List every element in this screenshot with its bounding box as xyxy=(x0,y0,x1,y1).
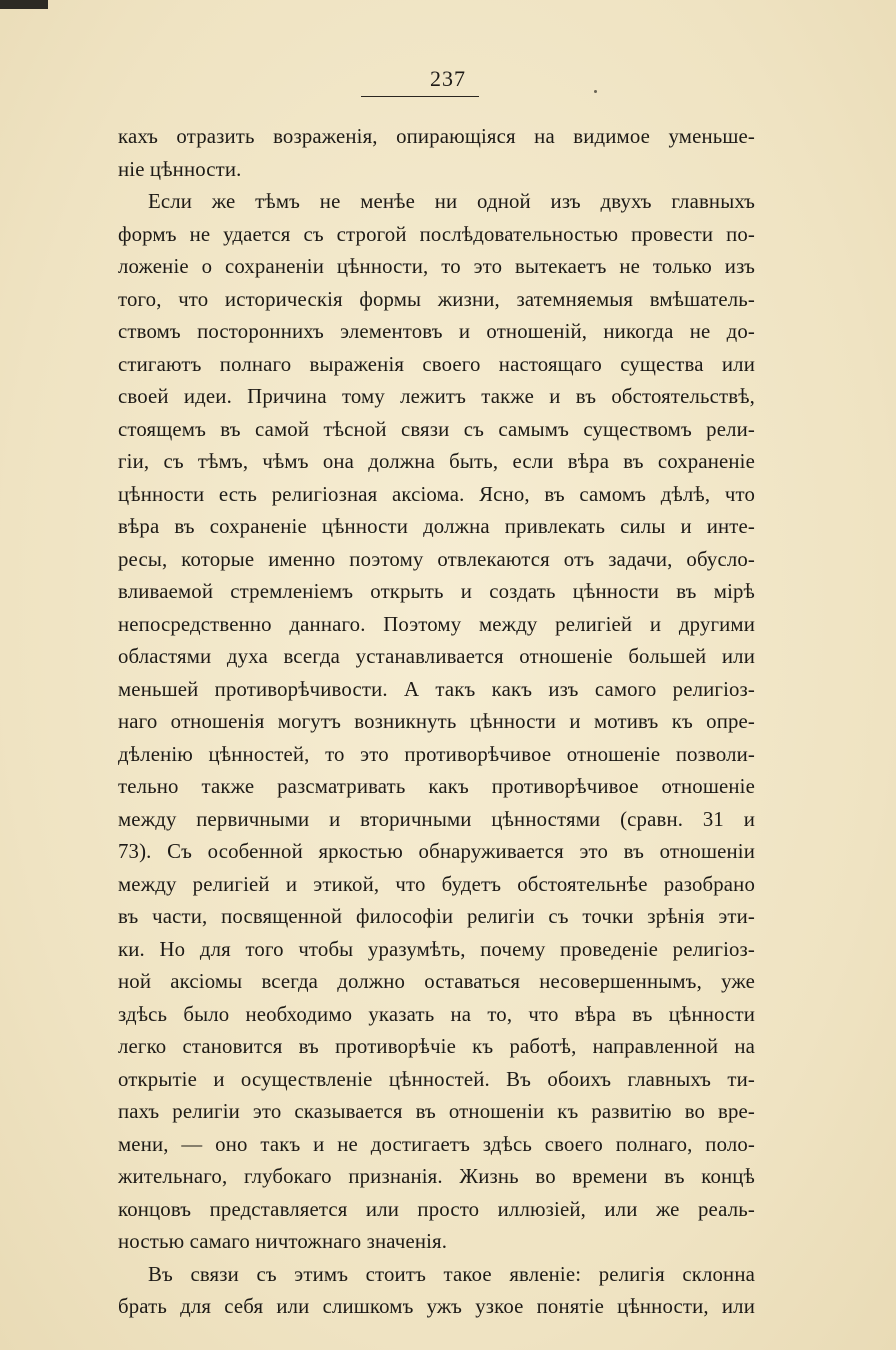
text-line: брать для себя или слишкомъ ужъ узкое понятіе цѣнности, или xyxy=(118,1295,755,1318)
text-line: ностью самаго ничтожнаго значенія. xyxy=(118,1230,448,1253)
text-line: наго отношенія могутъ возникнуть цѣнности и мотивъ къ опре- xyxy=(118,710,755,733)
body-text xyxy=(118,121,755,1324)
text-line: концовъ представляется или просто иллюзіей, или же реаль- xyxy=(118,1197,755,1221)
text-line: пахъ религіи это сказывается въ отношеніи къ развитію во вре- xyxy=(118,1100,755,1123)
text-line: областями духа всегда устанавливается отношеніе большей или xyxy=(118,645,755,668)
text-line: цѣнности есть религіозная аксіома. Ясно, въ самомъ дѣлѣ, что xyxy=(118,482,755,506)
text-line: тельно также разсматривать какъ противорѣчивое отношеніе xyxy=(118,775,755,798)
text-line: Въ связи съ этимъ стоитъ такое явленіе: религія склонна xyxy=(148,1262,755,1286)
text-line: гіи, съ тѣмъ, чѣмъ она должна быть, если вѣра въ сохраненіе xyxy=(118,450,755,473)
text-line: ной аксіомы всегда должно оставаться несовершеннымъ, уже xyxy=(118,970,755,993)
text-line: дѣленію цѣнностей, то это противорѣчивое отношеніе позволи- xyxy=(118,742,755,766)
text-line: своей идеи. Причина тому лежитъ также и въ обстоятельствѣ, xyxy=(118,385,755,408)
text-line: формъ не удается съ строгой послѣдовательностью провести по- xyxy=(118,222,755,246)
text-line: между религіей и этикой, что будетъ обстоятельнѣе разобрано xyxy=(118,872,755,896)
text-line: стигаютъ полнаго выраженія своего настоящаго существа или xyxy=(118,352,755,376)
text-line: ствомъ постороннихъ элементовъ и отношеній, никогда не до- xyxy=(118,320,755,343)
text-line: между первичными и вторичными цѣнностями (сравн. 31 и xyxy=(118,807,755,831)
text-line: того, что историческія формы жизни, затемняемыя вмѣшатель- xyxy=(118,287,755,311)
text-line: открытіе и осуществленіе цѣнностей. Въ обоихъ главныхъ ти- xyxy=(118,1067,755,1091)
header-rule xyxy=(361,96,479,97)
page-header xyxy=(0,66,896,92)
text-line: меньшей противорѣчивости. А такъ какъ изъ самого религіоз- xyxy=(118,677,755,701)
text-line: жительнаго, глубокаго признанія. Жизнь во времени въ концѣ xyxy=(118,1165,755,1188)
text-line: ніе цѣнности. xyxy=(118,157,242,181)
text-line: Если же тѣмъ не менѣе ни одной изъ двухъ главныхъ xyxy=(148,190,755,213)
text-line: кахъ отразить возраженія, опирающіяся на видимое уменьше- xyxy=(118,125,755,148)
page-number: 237 xyxy=(430,66,466,91)
scan-edge-mark xyxy=(0,0,48,9)
text-line: ресы, которые именно поэтому отвлекаются отъ задачи, обусло- xyxy=(118,547,755,571)
text-line: 73). Съ особенной яркостью обнаруживается это въ отношеніи xyxy=(118,840,755,863)
text-line: здѣсь было необходимо указать на то, что вѣра въ цѣнности xyxy=(118,1002,755,1026)
text-line: ки. Но для того чтобы уразумѣть, почему проведеніе религіоз- xyxy=(118,937,755,961)
paper-speck xyxy=(594,90,597,93)
text-line: легко становится въ противорѣчіе къ работѣ, направленной на xyxy=(118,1035,755,1058)
text-line: ложеніе о сохраненіи цѣнности, то это вытекаетъ не только изъ xyxy=(118,255,755,278)
text-line: въ части, посвященной философіи религіи съ точки зрѣнія эти- xyxy=(118,905,755,928)
text-line: вѣра въ сохраненіе цѣнности должна привлекать силы и инте- xyxy=(118,515,755,538)
text-line: мени, — оно такъ и не достигаетъ здѣсь своего полнаго, поло- xyxy=(118,1132,755,1156)
text-line: стоящемъ въ самой тѣсной связи съ самымъ существомъ рели- xyxy=(118,417,755,441)
text-line: вливаемой стремленіемъ открыть и создать цѣнности въ мірѣ xyxy=(118,580,755,603)
text-line: непосредственно даннаго. Поэтому между религіей и другими xyxy=(118,612,755,636)
